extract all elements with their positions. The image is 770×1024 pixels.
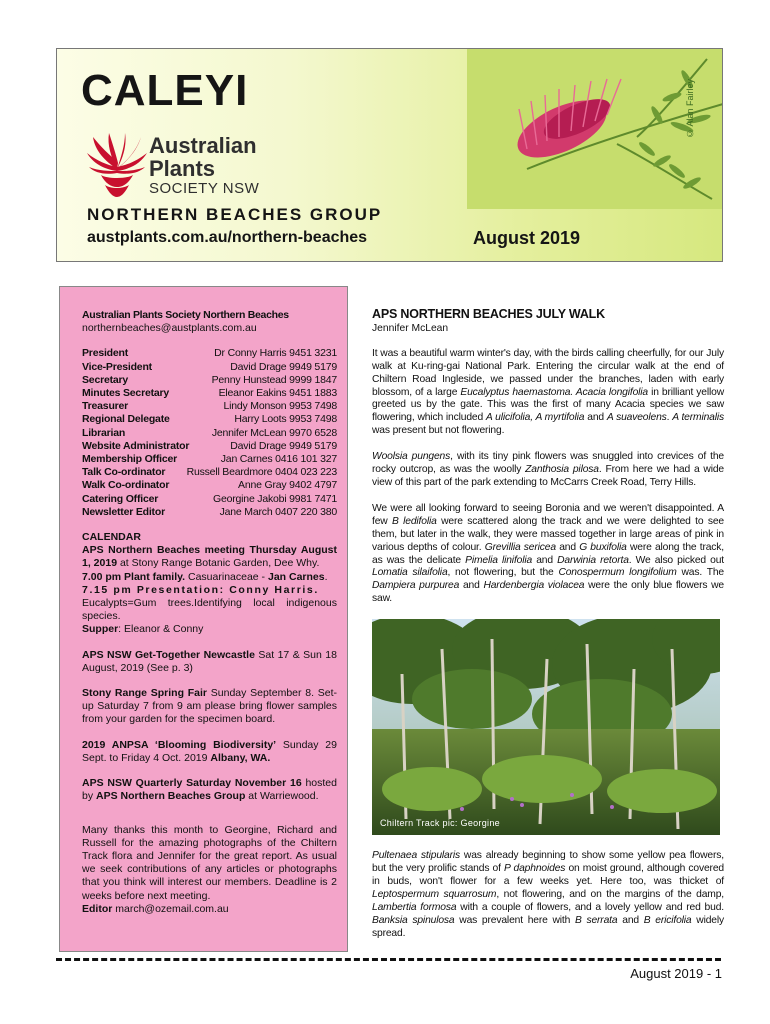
event-title: APS NSW Get-Together Newcastle: [82, 648, 255, 661]
text-run: was prevalent here with: [454, 914, 575, 926]
committee-holder: Anne Gray 9402 4797: [238, 479, 337, 492]
committee-holder: Jennifer McLean 9970 6528: [211, 426, 337, 439]
species-name: Hardenbergia violacea: [483, 580, 585, 592]
species-name: Woolsia pungens: [372, 451, 451, 463]
committee-role: Catering Officer: [82, 492, 159, 505]
text-run: . We also picked out: [628, 554, 725, 566]
committee-role: Librarian: [82, 426, 126, 439]
species-name: Banksia spinulosa: [372, 914, 455, 926]
species-name: A suaveolens: [606, 412, 667, 424]
committee-holder: Jan Carnes 0416 101 327: [220, 453, 337, 466]
committee-row: [82, 361, 337, 374]
committee-list: [82, 347, 337, 519]
committee-role: Secretary: [82, 373, 129, 386]
committee-row: [82, 466, 337, 479]
text-run: , not flowering, and on the margins of the damp,: [496, 888, 724, 900]
species-name: Eucalyptus haemastoma. Acacia longifolia: [460, 386, 649, 398]
waratah-logo-icon: [87, 131, 147, 201]
calendar-heading: CALENDAR: [82, 531, 141, 544]
footer-dashed-rule: [56, 958, 721, 961]
editor-email-link[interactable]: march@ozemail.com.au: [112, 902, 229, 915]
supper-hosts: : Eleanor & Conny: [118, 623, 204, 636]
chiltern-track-photo: [372, 619, 720, 835]
species-name: B serrata: [574, 914, 618, 926]
event-detail: Sunday 29 Sept. to Friday 4 Oct. 2019: [82, 738, 337, 764]
committee-row: [82, 440, 337, 453]
committee-row: [82, 506, 337, 519]
text-run: , not flowering, but the: [447, 567, 559, 579]
calendar-section: [82, 531, 337, 637]
species-name: Dampiera purpurea: [372, 580, 460, 592]
committee-role: Newsletter Editor: [82, 505, 165, 518]
group-name: NORTHERN BEACHES GROUP: [87, 205, 383, 224]
article-paragraph-4: [372, 850, 724, 940]
calendar-plant-family: 7.00 pm Plant family. Casuarinaceae - Jan Carnes.: [82, 570, 328, 583]
editor-label: Editor: [82, 902, 113, 915]
species-name: Lomatia silaifolia: [372, 567, 448, 579]
plant-family-presenter: Jan Carnes: [267, 570, 325, 583]
event-anpsa: [82, 739, 337, 765]
text-run: on moist ground, although covered in buds, won't flower for a few weeks yet. Here too, was thicket of: [372, 863, 724, 887]
article-paragraph-1: [372, 348, 724, 438]
text-run: were scattered along the track and we were delighted to see them, but later in the walk, they were massed together in large areas of pink in various depths of colour.: [372, 515, 724, 553]
calendar-presentation: 7.15 pm Presentation: Conny Harris.: [82, 583, 319, 596]
committee-holder: Dr Conny Harris 9451 3231: [214, 347, 337, 360]
event-location: Albany, WA.: [210, 751, 271, 764]
committee-holder: Jane March 0407 220 380: [219, 505, 337, 518]
text-run: was. The: [676, 567, 724, 579]
committee-holder: Harry Loots 9953 7498: [234, 413, 337, 426]
text-run: and: [617, 914, 644, 926]
text-run: with a couple of flowers, and a lovely yellow and red bud.: [456, 901, 724, 913]
text-run: . From here we had a wide view of this part of the park extending to McCarrs Creek Road, Terry Hills.: [372, 464, 724, 488]
committee-holder: David Drage 9949 5179: [230, 360, 337, 373]
committee-role: Membership Officer: [82, 453, 178, 466]
logo-text-plants: Plants: [149, 156, 216, 181]
plant-family-name: Casuarinaceae -: [185, 570, 268, 583]
event-title: 2019 ANPSA ‘Blooming Biodiversity’: [82, 738, 277, 751]
event-title: APS NSW Quarterly Saturday November 16: [82, 777, 302, 790]
committee-holder: Lindy Monson 9953 7498: [223, 400, 337, 413]
calendar-meeting: [82, 544, 337, 570]
plant-family-time: 7.00 pm Plant family.: [82, 570, 186, 583]
species-name: P daphnoides: [504, 863, 566, 875]
committee-role: Vice-President: [82, 360, 152, 373]
species-name: Darwinia retorta: [557, 554, 629, 566]
photo-credit: © Alan Fairley: [685, 79, 695, 139]
event-get-together: [82, 649, 337, 675]
logo-text-society: SOCIETY NSW: [149, 180, 260, 197]
event-quarterly: [82, 777, 337, 803]
committee-role: Website Administrator: [82, 439, 190, 452]
header-banner: [56, 48, 723, 262]
text-run: and: [532, 554, 558, 566]
text-run: and: [555, 541, 580, 553]
committee-row: [82, 374, 337, 387]
text-run: It was a beautiful warm winter's day, with the birds calling cheerfully, for our July walk at Ku-ring-gai National Park. Entering the circular walk at the end of Chiltern Road Ingleside, we passed under the branches, laden with early blossom, of a large: [372, 347, 724, 398]
contact-org: Australian Plants Society Northern Beaches: [82, 309, 289, 321]
committee-role: Talk Co-ordinator: [82, 466, 166, 479]
committee-row: [82, 400, 337, 413]
meeting-title: APS Northern Beaches meeting Thursday August 1, 2019: [82, 544, 337, 570]
species-name: G buxifolia: [579, 541, 627, 553]
species-name: Zanthosia pilosa: [525, 464, 599, 476]
committee-row: [82, 387, 337, 400]
text-run: We were all looking forward to seeing Boronia and we weren't disappointed. A few: [372, 502, 724, 527]
species-name: A ulicifolia, A myrtifolia: [485, 412, 585, 424]
text-run: widely spread.: [372, 914, 724, 939]
committee-holder: Penny Hunstead 9999 1847: [211, 373, 337, 386]
species-name: Leptospermum squarrosum: [372, 888, 497, 900]
committee-holder: Georgine Jakobi 9981 7471: [212, 492, 337, 505]
logo-text-australian: Australian: [149, 133, 257, 158]
species-name: Conospermum longifolium: [558, 567, 677, 579]
committee-row: [82, 479, 337, 492]
article-july-walk: [372, 308, 724, 953]
text-run: were along the track, as was the delicate: [372, 541, 725, 566]
thanks-note: Many thanks this month to Georgine, Richard and Russell for the amazing photographs of the Chiltern Track flora and Jennifer for the great report. As usual we seek contributions of any articles or photographs that you think will interest our members. Deadline is 2 weeks before next meeting.: [82, 823, 337, 902]
committee-role: Regional Delegate: [82, 413, 170, 426]
text-run: was already beginning to show some yellow pea flowers, but the very prolific stands of: [372, 850, 724, 875]
text-run: in brilliant yellow greeted us by the gate. This was the first of many Acacia species we saw flowering, which included: [372, 386, 724, 424]
event-detail: Sunday September 8. Set-up Saturday 7 from 9 am please bring flower samples from your garden for the specimen board.: [82, 687, 338, 726]
species-name: Lambertia formosa: [372, 901, 457, 913]
species-name: B ericifolia: [643, 914, 692, 926]
text-run: was present but not flowering.: [372, 425, 505, 437]
event-detail: hosted by: [82, 777, 337, 803]
species-name: A terminalis: [672, 412, 725, 424]
photo-caption: Chiltern Track pic: Georgine: [380, 818, 500, 829]
committee-role: President: [82, 347, 129, 360]
calendar-supper: [82, 623, 337, 636]
group-url-link[interactable]: austplants.com.au/northern-beaches: [87, 229, 368, 246]
committee-row: [82, 493, 337, 506]
article-paragraph-2: [372, 451, 724, 490]
committee-holder: Russell Beardmore 0404 023 223: [186, 466, 337, 479]
article-paragraph-3: [372, 503, 724, 606]
meeting-venue: at Stony Range Botanic Garden, Dee Why.: [117, 557, 320, 570]
committee-role: Walk Co-ordinator: [82, 479, 170, 492]
text-run: , with its tiny pink flowers was snuggled into crevices of the rocky outcrop, as was the woolly: [372, 451, 724, 476]
sidebar-panel: [59, 286, 348, 952]
species-name: Grevillia sericea: [484, 541, 556, 553]
text-run: .: [666, 412, 673, 424]
article-title: APS NORTHERN BEACHES JULY WALK: [372, 307, 605, 321]
committee-row: [82, 427, 337, 440]
text-run: and: [584, 412, 607, 424]
bushland-photo-image: [372, 619, 720, 835]
supper-label: Supper: [82, 623, 119, 636]
event-spring-fair: [82, 687, 337, 727]
article-author: Jennifer McLean: [372, 322, 449, 334]
text-run: and: [459, 580, 484, 592]
committee-row: [82, 413, 337, 426]
contact-email-link[interactable]: northernbeaches@austplants.com.au: [82, 322, 257, 335]
event-title: Stony Range Spring Fair: [82, 687, 208, 700]
event-venue: at Warriewood.: [245, 790, 319, 803]
event-host: APS Northern Beaches Group: [96, 790, 246, 803]
issue-date: August 2019: [473, 228, 581, 248]
committee-holder: Eleanor Eakins 9451 1883: [218, 387, 337, 400]
committee-role: Minutes Secretary: [82, 387, 170, 400]
page-number: August 2019 - 1: [630, 966, 722, 981]
editor-contact: [82, 903, 337, 916]
committee-row: [82, 453, 337, 466]
event-detail: Sat 17 & Sun 18 August, 2019 (See p. 3): [82, 648, 337, 674]
presentation-detail: Eucalypts=Gum trees.Identifying local indigenous species.: [82, 597, 337, 623]
species-name: Pimelia linifolia: [465, 554, 533, 566]
species-name: B ledifolia: [391, 515, 437, 527]
text-run: were the only blue flowers we saw.: [372, 580, 724, 605]
species-name: Pultenaea stipularis: [372, 850, 461, 862]
masthead-title: CALEYI: [81, 66, 249, 115]
committee-holder: David Drage 9949 5179: [230, 439, 337, 452]
aps-logo: [87, 131, 302, 203]
committee-row: [82, 347, 337, 360]
committee-role: Treasurer: [82, 400, 129, 413]
